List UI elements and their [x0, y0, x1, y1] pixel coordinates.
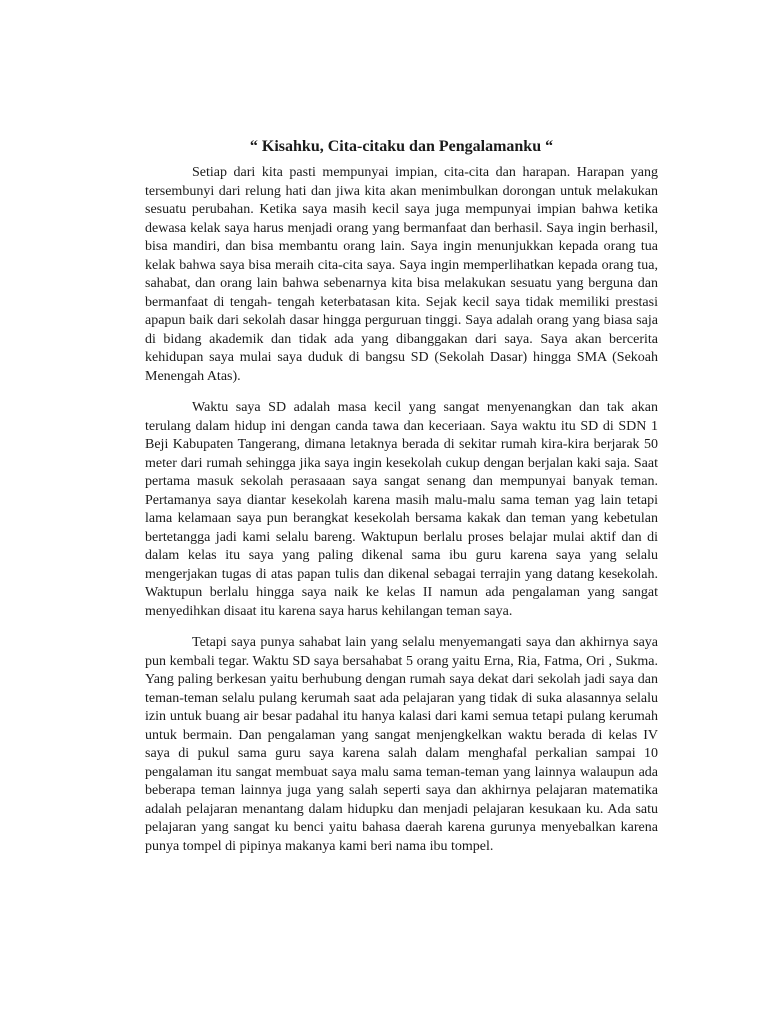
paragraph-3: Tetapi saya punya sahabat lain yang selalu menyemangati saya dan akhirnya saya pun kembali tegar. Waktu SD saya bersahabat 5 orang yaitu Erna, Ria, Fatma, Ori , Sukma. Yang paling berkesan yaitu berhubung dengan rumah saya dekat dari sekolah jadi saya dan teman-teman selalu pulang kerumah saat ada pelajaran yang tidak di suka alasannya selalu izin untuk buang air besar padahal itu hanya kalasi dari kami semua tetapi pulang kerumah untuk bermain. Dan pengalaman yang sangat menjengkelkan waktu berada di kelas IV saya di pukul sama guru saya karena salah dalam menghafal perkalian sampai 10 pengalaman itu sangat membuat saya malu sama teman-teman yang lainnya walaupun ada beberapa teman lainnya juga yang salah seperti saya dan akhirnya pelajaran matematika adalah pelajaran menantang dalam hidupku dan menjadi pelajaran kesukaan ku. Ada satu pelajaran yang sangat ku benci yaitu bahasa daerah karena gurunya menyebalkan karena punya tompel di pipinya makanya kami beri nama ibu tompel.: [145, 635, 658, 854]
document-title: “ Kisahku, Cita-citaku dan Pengalamanku “: [249, 138, 554, 155]
paragraph-1: Setiap dari kita pasti mempunyai impian, cita-cita dan harapan. Harapan yang tersembunyi dari relung hati dan jiwa kita akan menimbulkan dorongan untuk melakukan sesuatu perubahan. Ketika saya masih kecil saya juga mempunyai impian bahwa ketika dewasa kelak saya harus menjadi orang yang bermanfaat dan berhasil. Saya ingin berhasil, bisa mandiri, dan bisa membantu orang lain. Saya ingin menunjukkan kepada orang tua kelak bahwa saya bisa meraih cita-cita saya. Saya ingin memperlihatkan kepada orang tua, sahabat, dan orang lain bahwa sebenarnya kita bisa melakukan sesuatu yang berguna dan bermanfaat di tengah- tengah keterbatasan kita. Sejak kecil saya tidak memiliki prestasi apapun baik dari sekolah dasar hingga perguruan tinggi. Saya adalah orang yang biasa saja di bidang akademik dan tidak ada yang dibanggakan dari saya. Saya akan bercerita kehidupan saya mulai saya duduk di bangsu SD (Sekolah Dasar) hingga SMA (Sekoah Menengah Atas).: [145, 165, 658, 384]
document-page: [145, 138, 658, 869]
paragraph-2: Waktu saya SD adalah masa kecil yang sangat menyenangkan dan tak akan terulang dalam hidup ini dengan canda tawa dan keceriaan. Saya waktu itu SD di SDN 1 Beji Kabupaten Tangerang, dimana letaknya berada di sekitar rumah kira-kira berjarak 50 meter dari rumah sehingga jika saya ingin kesekolah cukup dengan berjalan kaki saja. Saat pertama masuk sekolah perasaaan saya sangat senang dan mempunyai banyak teman. Pertamanya saya diantar kesekolah karena masih malu-malu sama teman yag lain tetapi lama kelamaan saya pun berangkat kesekolah bersama kakak dan teman yang kebetulan bertetangga jadi kami selalu bareng. Waktupun berlalu proses belajar mulai aktif dan di dalam kelas itu saya yang paling dikenal sama ibu guru karena saya yang selalu mengerjakan tugas di atas papan tulis dan dikenal sebagai terrajin yang datang kesekolah. Waktupun berlalu hingga saya naik ke kelas II namun ada pengalaman yang sangat menyedihkan disaat itu karena saya harus kehilangan teman saya.: [145, 400, 658, 619]
